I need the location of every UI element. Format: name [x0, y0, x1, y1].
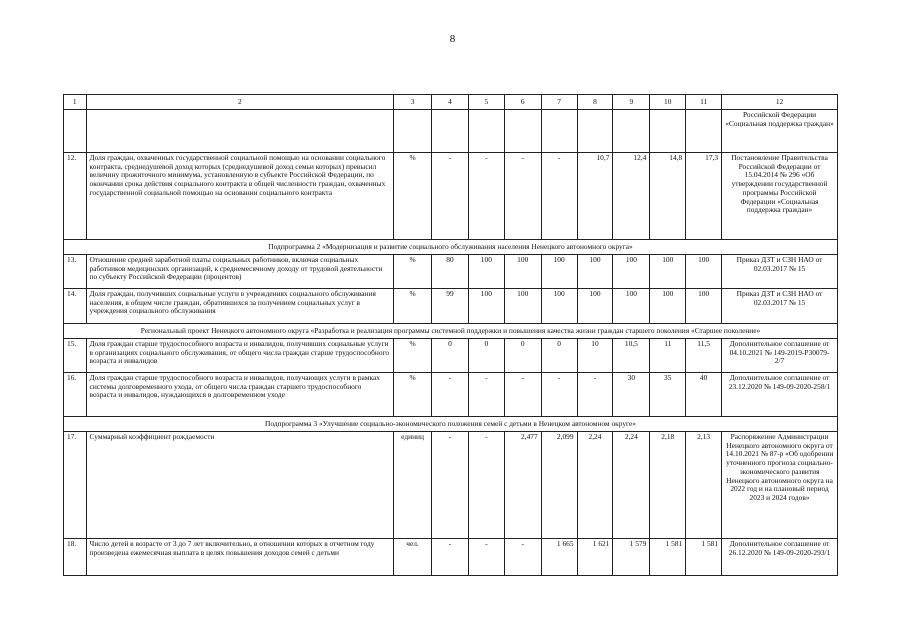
value-cell: 0: [468, 339, 504, 373]
header-cell: 8: [577, 95, 613, 110]
value-cell: 2,477: [504, 432, 541, 539]
value-cell: 2,18: [650, 432, 686, 539]
value-cell: 0: [432, 339, 469, 373]
value-cell: 11,5: [686, 339, 722, 373]
indicator-name: Доля граждан старше трудоспособного возраста и инвалидов, получивших социальные услуги в организациях социального обслуживания, от общего числа граждан старше трудоспособного возраста и инвалидов: [86, 339, 394, 373]
value-cell: -: [432, 153, 469, 240]
source-cell: Приказ ДЗТ и СЗН НАО от 02.03.2017 № 15: [722, 255, 838, 289]
header-cell: 10: [650, 95, 686, 110]
value-cell: 100: [650, 289, 686, 324]
value-cell: -: [541, 373, 577, 417]
section-title: Подпрограмма 2 «Модернизация и развитие социального обслуживания населения Ненецкого автономного округа»: [64, 240, 838, 255]
source-cell: Дополнительное соглашение от 23.12.2020 № 149-09-2020-258/1: [722, 373, 838, 417]
page-number: 8: [449, 33, 456, 45]
value-cell: 10,7: [577, 153, 613, 240]
row-number: 15.: [64, 339, 87, 373]
source-cell: Распоряжение Администрации Ненецкого автономного округа от 14.10.2021 № 87-р «Об одобрении уточненного прогноза социально-экономического развития Ненецкого автономного округа на 2022 год и на плановый период 2023 и 2024 годов»: [722, 432, 838, 539]
value-cell: 1 579: [613, 539, 650, 576]
unit-cell: чел.: [394, 539, 432, 576]
table-row: [64, 432, 838, 539]
value-cell: 100: [541, 289, 577, 324]
unit-cell: %: [394, 339, 432, 373]
value-cell: 100: [686, 255, 722, 289]
row-number: 16.: [64, 373, 87, 417]
table-row: [64, 153, 838, 240]
value-cell: 100: [541, 255, 577, 289]
value-cell: 35: [650, 373, 686, 417]
value-cell: -: [432, 539, 469, 576]
indicator-name: Отношение средней заработной платы социальных работников, включая социальных работников медицинских организаций, к среднемесячному доходу от трудовой деятельности по субъекту Российской Федерации (процентов): [86, 255, 394, 289]
table-row: [64, 255, 838, 289]
value-cell: 14,8: [650, 153, 686, 240]
value-cell: -: [504, 539, 541, 576]
value-cell: 2,099: [541, 432, 577, 539]
header-cell: 7: [541, 95, 577, 110]
source-cell: Постановление Правительства Российской Федерации от 15.04.2014 № 296 «Об утверждении государственной программы Российской Федерации «Социальная поддержка граждан»: [722, 153, 838, 240]
header-cell: 1: [64, 95, 87, 110]
value-cell: 1 581: [650, 539, 686, 576]
value-cell: 0: [504, 339, 541, 373]
source-cell: Приказ ДЗТ и СЗН НАО от 02.03.2017 № 15: [722, 289, 838, 324]
value-cell: -: [468, 373, 504, 417]
value-cell: -: [432, 373, 469, 417]
value-cell: 1 581: [686, 539, 722, 576]
value-cell: 12,4: [613, 153, 650, 240]
unit-cell: %: [394, 289, 432, 324]
header-cell: 9: [613, 95, 650, 110]
value-cell: -: [504, 373, 541, 417]
indicator-name: Доля граждан старше трудоспособного возраста и инвалидов, получающих услуги в рамках системы долговременного ухода, от общего числа граждан старшего трудоспособного возраста и инвалидов, нуждающихся в долговременном уходе: [86, 373, 394, 417]
table-row: [64, 339, 838, 373]
value-cell: 100: [504, 255, 541, 289]
value-cell: 100: [577, 255, 613, 289]
value-cell: 0: [541, 339, 577, 373]
value-cell: -: [468, 153, 504, 240]
unit-cell: %: [394, 153, 432, 240]
indicator-name: Число детей в возрасте от 3 до 7 лет включительно, в отношении которых в отчетном году произведена ежемесячная выплата в целях повышения доходов семей с детьми: [86, 539, 394, 576]
value-cell: 2,24: [613, 432, 650, 539]
section-row: [64, 324, 838, 339]
value-cell: 1 621: [577, 539, 613, 576]
indicators-table: [63, 94, 838, 576]
header-row: [64, 95, 838, 110]
header-cell: 3: [394, 95, 432, 110]
unit-cell: %: [394, 373, 432, 417]
value-cell: 100: [613, 255, 650, 289]
value-cell: 100: [577, 289, 613, 324]
table-row: [64, 539, 838, 576]
indicator-name: Суммарный коэффициент рождаемости: [86, 432, 394, 539]
value-cell: 1 665: [541, 539, 577, 576]
value-cell: 2,13: [686, 432, 722, 539]
source-cell: Дополнительное соглашение от 04.10.2021 № 149-2019-Р30079-2/7: [722, 339, 838, 373]
source-cell: Дополнительное соглашение от 26.12.2020 № 149-09-2020-293/1: [722, 539, 838, 576]
header-cell: 4: [432, 95, 469, 110]
value-cell: 11: [650, 339, 686, 373]
value-cell: 30: [613, 373, 650, 417]
unit-cell: единиц: [394, 432, 432, 539]
indicator-name: Доля граждан, охваченных государственной социальной помощью на основании социального контракта, среднедушевой доход которых (среднедушевой доход семьи которых) превысил величину прожиточного минимума, установленную в субъекте Российской Федерации, по окончании срока действия социального контракта в общей численности граждан, охваченных государственной социальной помощью на основании социального контракта: [86, 153, 394, 240]
table-row: [64, 373, 838, 417]
value-cell: -: [468, 432, 504, 539]
value-cell: 17,3: [686, 153, 722, 240]
row-number: 13.: [64, 255, 87, 289]
row-number: 18.: [64, 539, 87, 576]
value-cell: 2,24: [577, 432, 613, 539]
header-cell: 5: [468, 95, 504, 110]
value-cell: 100: [686, 289, 722, 324]
value-cell: -: [577, 373, 613, 417]
section-row: [64, 417, 838, 432]
value-cell: 100: [613, 289, 650, 324]
value-cell: 100: [468, 289, 504, 324]
unit-cell: %: [394, 255, 432, 289]
header-cell: 2: [86, 95, 394, 110]
value-cell: 40: [686, 373, 722, 417]
header-cell: 12: [722, 95, 838, 110]
section-title: Региональный проект Ненецкого автономного округа «Разработка и реализация программы системной поддержки и повышения качества жизни граждан старшего поколения «Старшее поколение»: [64, 324, 838, 339]
value-cell: 100: [650, 255, 686, 289]
table-row-continuation: [64, 110, 838, 153]
value-cell: 80: [432, 255, 469, 289]
value-cell: -: [541, 153, 577, 240]
section-row: [64, 240, 838, 255]
row-number: 14.: [64, 289, 87, 324]
source-cell: Российской Федерации «Социальная поддержка граждан»: [722, 110, 838, 153]
header-cell: 6: [504, 95, 541, 110]
value-cell: -: [468, 539, 504, 576]
row-number: 12.: [64, 153, 87, 240]
value-cell: 100: [468, 255, 504, 289]
value-cell: -: [432, 432, 469, 539]
row-number: 17.: [64, 432, 87, 539]
value-cell: -: [504, 153, 541, 240]
value-cell: 10: [577, 339, 613, 373]
table-row: [64, 289, 838, 324]
indicator-name: Доля граждан, получивших социальные услуги в учреждениях социального обслуживания населения, в общем числе граждан, обратившихся за получением социальных услуг в учреждения социального обслуживания: [86, 289, 394, 324]
section-title: Подпрограмма 3 «Улучшение социально-экономического положения семей с детьми в Ненецком автономном округе»: [64, 417, 838, 432]
header-cell: 11: [686, 95, 722, 110]
value-cell: 100: [504, 289, 541, 324]
value-cell: 99: [432, 289, 469, 324]
value-cell: 10,5: [613, 339, 650, 373]
